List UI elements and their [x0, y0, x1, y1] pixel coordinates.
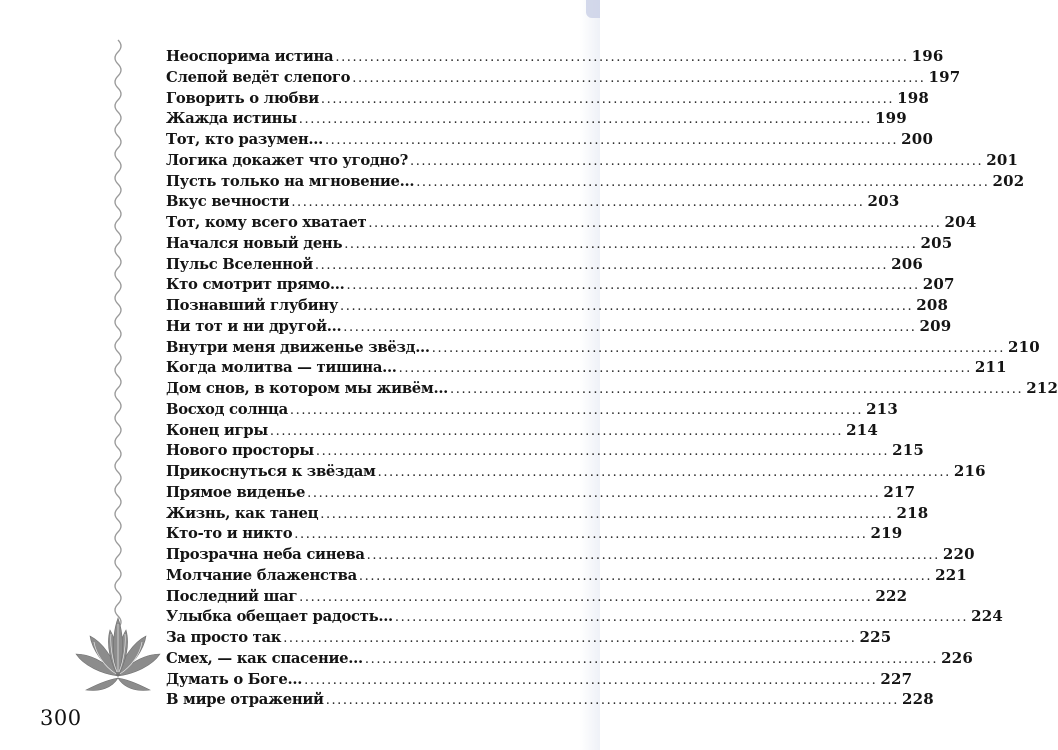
toc-entry[interactable]	[166, 337, 1040, 358]
toc-entry[interactable]	[166, 689, 934, 710]
toc-entry-page: 222	[875, 586, 908, 605]
toc-entry-title: Логика докажет что угодно?	[166, 151, 408, 169]
toc-entry-page: 226	[941, 648, 974, 667]
toc-entry[interactable]	[166, 648, 974, 669]
toc-entry-title: Пусть только на мгновение...	[166, 172, 415, 190]
toc-leader-dots	[357, 567, 935, 588]
toc-entry-page: 220	[942, 545, 975, 563]
toc-leader-dots	[297, 110, 875, 131]
toc-entry-page: 201	[986, 150, 1019, 169]
toc-entry[interactable]	[166, 669, 913, 690]
toc-leader-dots	[397, 359, 975, 380]
toc-entry[interactable]	[166, 461, 986, 482]
toc-entry-page: 228	[901, 690, 934, 709]
toc-entry[interactable]	[166, 482, 916, 503]
toc-entry-title: Слепой ведёт слепого	[166, 68, 351, 86]
toc-entry-page: 209	[919, 316, 952, 335]
toc-entry-page: 217	[883, 482, 916, 501]
toc-leader-dots	[289, 193, 867, 214]
toc-entry[interactable]	[166, 191, 900, 212]
toc-entry-page: 203	[867, 192, 900, 211]
toc-entry[interactable]	[166, 606, 1004, 627]
toc-entry-page: 219	[870, 524, 903, 543]
toc-entry-title: Говорить о любви	[166, 89, 319, 107]
toc-leader-dots	[376, 463, 954, 484]
toc-leader-dots	[408, 152, 986, 173]
toc-leader-dots	[324, 691, 902, 712]
toc-entry[interactable]	[166, 295, 949, 316]
toc-entry-page: 205	[920, 233, 953, 252]
toc-entry-title: Пульс Вселенной	[166, 255, 313, 273]
toc-leader-dots	[318, 505, 896, 526]
toc-entry[interactable]	[166, 108, 907, 129]
toc-leader-dots	[338, 297, 916, 318]
toc-entry[interactable]	[166, 586, 908, 607]
page-number: 300	[40, 706, 82, 730]
toc-entry-title: Прозрачна неба синева	[166, 546, 365, 563]
toc-leader-dots	[305, 484, 883, 505]
toc-entry-page: 197	[928, 67, 961, 86]
toc-entry-page: 200	[901, 130, 934, 148]
toc-entry-page: 207	[922, 275, 955, 294]
toc-entry[interactable]	[166, 150, 1019, 171]
toc-entry-title: За просто так	[166, 629, 282, 646]
toc-leader-dots	[288, 401, 866, 422]
toc-leader-dots	[313, 256, 891, 277]
toc-entry-page: 204	[944, 213, 977, 231]
toc-entry-page: 199	[874, 109, 907, 128]
toc-entry[interactable]	[166, 67, 961, 88]
toc-entry-title: Жизнь, как танец	[166, 504, 319, 522]
toc-entry-title: Улыбка обещает радость...	[166, 608, 393, 626]
toc-entry-page: 198	[897, 88, 930, 107]
toc-leader-dots	[333, 48, 911, 69]
toc-entry[interactable]	[166, 46, 944, 67]
toc-entry-title: Прикоснуться к звёздам	[166, 463, 376, 480]
toc-leader-dots	[302, 671, 880, 692]
toc-entry[interactable]	[166, 357, 1007, 378]
toc-leader-dots	[365, 546, 943, 567]
toc-entry[interactable]	[166, 274, 955, 295]
wavy-vertical-line-icon	[110, 40, 126, 630]
toc-entry-page: 216	[953, 462, 986, 480]
toc-entry-title: Нового просторы	[166, 442, 314, 460]
toc-entry[interactable]	[166, 420, 879, 441]
toc-entry-title: В мире отражений	[166, 691, 324, 709]
toc-entry-title: Когда молитва — тишина...	[166, 359, 397, 377]
toc-entry[interactable]	[166, 212, 977, 233]
toc-entry[interactable]	[166, 523, 903, 544]
toc-entry-title: Тот, кто разумен...	[166, 131, 323, 148]
toc-entry-title: Познавший глубину	[166, 297, 339, 314]
toc-entry-title: Молчание блаженства	[166, 566, 357, 584]
toc-entry-title: Последний шаг	[166, 587, 298, 605]
toc-entry[interactable]	[166, 88, 930, 109]
toc-leader-dots	[314, 442, 892, 463]
toc-entry-page: 214	[846, 420, 879, 439]
toc-entry[interactable]	[166, 440, 925, 461]
toc-entry-title: Конец игры	[166, 421, 268, 439]
toc-leader-dots	[281, 629, 859, 650]
toc-entry-page: 206	[891, 254, 924, 273]
table-of-contents	[166, 46, 1058, 710]
toc-entry-page: 225	[859, 628, 892, 646]
toc-entry[interactable]	[166, 254, 924, 275]
toc-entry[interactable]	[166, 171, 1025, 192]
toc-leader-dots	[448, 380, 1026, 401]
toc-entry-title: Кто смотрит прямо...	[166, 276, 345, 294]
toc-leader-dots	[319, 90, 897, 111]
toc-leader-dots	[268, 422, 846, 443]
toc-leader-dots	[350, 69, 928, 90]
toc-leader-dots	[430, 339, 1008, 360]
toc-entry[interactable]	[166, 378, 1058, 399]
toc-entry[interactable]	[166, 503, 929, 524]
toc-leader-dots	[414, 173, 992, 194]
toc-entry-page: 202	[992, 171, 1025, 190]
toc-entry-page: 208	[916, 296, 949, 314]
toc-leader-dots	[323, 131, 901, 152]
toc-entry[interactable]	[166, 627, 892, 648]
toc-entry[interactable]	[166, 129, 934, 150]
toc-entry-title: Думать о Боге...	[166, 670, 303, 688]
toc-entry-title: Восход солнца	[166, 400, 288, 418]
toc-leader-dots	[341, 318, 919, 339]
toc-entry-page: 213	[866, 399, 899, 418]
page-edge-tab	[586, 0, 600, 18]
toc-leader-dots	[366, 214, 944, 235]
toc-entry-page: 221	[935, 565, 968, 584]
toc-entry-page: 218	[896, 503, 929, 522]
toc-entry-title: Прямое виденье	[166, 483, 306, 501]
toc-entry-title: Ни тот и ни другой...	[166, 317, 342, 335]
toc-entry-title: Кто-то и никто	[166, 525, 293, 543]
toc-entry[interactable]	[166, 565, 968, 586]
toc-entry-page: 227	[880, 669, 913, 688]
toc-entry[interactable]	[166, 399, 899, 420]
toc-entry-title: Жажда истины	[166, 110, 297, 128]
toc-entry-page: 215	[892, 441, 925, 460]
toc-leader-dots	[363, 650, 941, 671]
toc-entry-page: 210	[1007, 337, 1040, 356]
toc-leader-dots	[342, 235, 920, 256]
toc-leader-dots	[393, 608, 971, 629]
toc-entry[interactable]	[166, 544, 975, 565]
toc-leader-dots	[344, 276, 922, 297]
toc-entry-title: Дом снов, в котором мы живём...	[166, 380, 449, 397]
toc-entry-title: Смех, — как спасение...	[166, 649, 363, 667]
toc-entry[interactable]	[166, 233, 953, 254]
toc-entry-page: 224	[971, 607, 1004, 626]
lotus-flower-icon	[74, 614, 162, 694]
toc-leader-dots	[292, 525, 870, 546]
toc-leader-dots	[297, 588, 875, 609]
toc-entry-title: Тот, кому всего хватает	[166, 214, 367, 231]
toc-entry-page: 196	[911, 47, 944, 65]
toc-entry-page: 212	[1026, 379, 1058, 397]
toc-entry-title: Неоспорима истина	[166, 48, 334, 65]
toc-entry-title: Внутри меня движенье звёзд...	[166, 338, 430, 356]
toc-entry-page: 211	[974, 358, 1007, 377]
toc-entry[interactable]	[166, 316, 952, 337]
toc-entry-title: Начался новый день	[166, 234, 343, 252]
toc-entry-title: Вкус вечности	[166, 193, 290, 211]
